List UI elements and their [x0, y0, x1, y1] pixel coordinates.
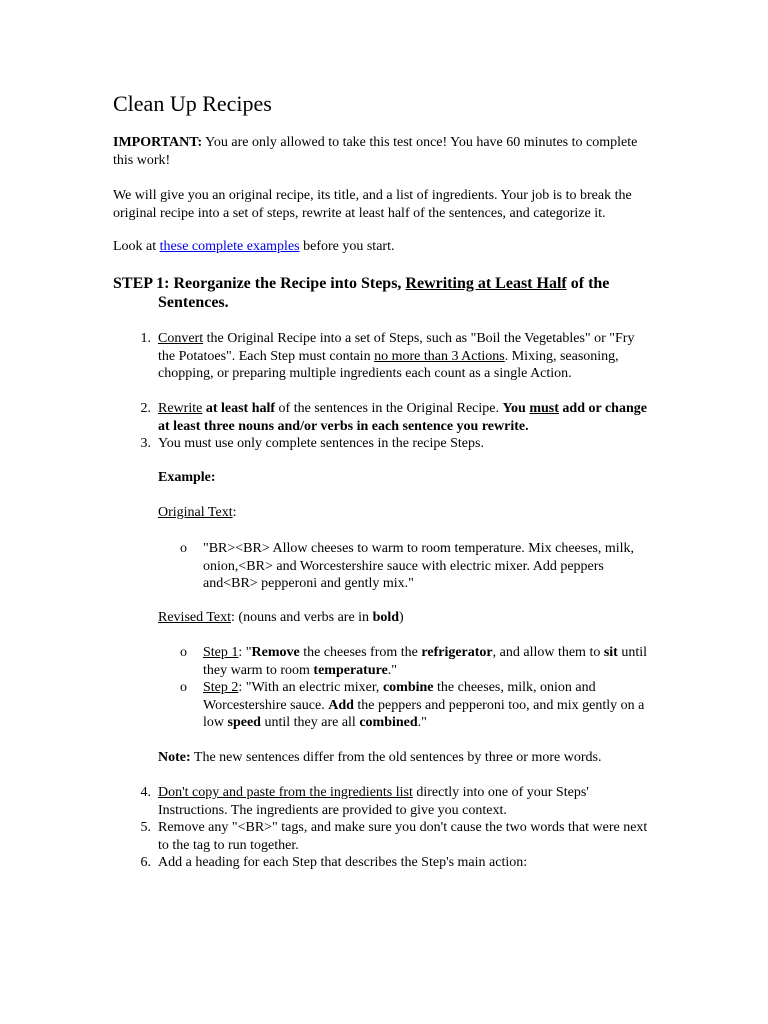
s1-text-b: the cheeses from the	[299, 645, 422, 660]
original-colon: :	[232, 505, 237, 520]
revised-bold-word: bold	[372, 610, 400, 625]
original-text-label	[158, 504, 653, 522]
s1-bold-remove: Remove	[251, 645, 300, 660]
page-title: Clean Up Recipes	[113, 91, 272, 116]
list-item-rewrite	[158, 400, 653, 435]
important-paragraph	[113, 134, 643, 169]
step1-heading-part-a: STEP 1: Reorganize the Recipe into Steps,	[113, 275, 406, 292]
s1-text-a: : "	[238, 645, 252, 660]
list-item-remove-br: Remove any "<BR>" tags, and make sure you don't cause the two words that were next to the tag to run together.	[158, 820, 648, 853]
examples-link[interactable]: these complete examples	[159, 239, 300, 254]
revised-text-word: Revised Text	[158, 610, 232, 625]
s2-text-b: the cheeses, milk, onion and Worcestershire sauce.	[203, 680, 596, 713]
s1-bold-temperature: temperature	[313, 662, 388, 678]
s2-bold-combined: combined	[359, 715, 418, 730]
note-label: Note:	[158, 750, 191, 765]
item2-bold-a: You	[502, 401, 530, 416]
list-number: 3.	[140, 436, 151, 451]
revised-step-1	[203, 644, 653, 679]
step1-heading-underlined: Rewriting at Least Half	[405, 275, 567, 292]
item1-text-a: the Original Recipe into a set of Steps, such as "Boil the Vegetables" or "Fry the Potatoes". Each Step must contain	[158, 331, 635, 364]
s2-text-e: ."	[417, 715, 427, 730]
s2-bold-add: Add	[328, 697, 354, 713]
item1-text-b: . Mixing, seasoning, chopping, or preparing multiple ingredients each count as a single Action.	[158, 348, 619, 381]
s1-bold-refrigerator: refrigerator	[421, 645, 493, 660]
look-prefix: Look at	[113, 239, 160, 254]
step1-heading-part-c: Sentences.	[158, 294, 229, 311]
list-item-dont-copy	[158, 784, 653, 819]
list-number: 5.	[140, 820, 151, 835]
list-number: 1.	[140, 331, 151, 346]
step1-heading	[113, 274, 673, 312]
important-text: You are only allowed to take this test once! You have 60 minutes to complete this work!	[113, 135, 638, 168]
bullet-marker: o	[180, 680, 187, 695]
examples-paragraph	[113, 238, 643, 256]
s2-text-c: the peppers and pepperoni too, and mix gently on a low	[203, 697, 645, 730]
intro-paragraph: We will give you an original recipe, its title, and a list of ingredients. Your job is to break the original recipe into a set of steps, rewrite at least half of the sentences, and categorize it.	[113, 188, 632, 221]
at-least-half: at least half	[202, 401, 276, 416]
list-number: 6.	[140, 855, 151, 870]
bullet-marker: o	[180, 541, 187, 556]
s1-text-d: until they warm to room	[203, 645, 648, 678]
original-text-word: Original Text	[158, 505, 233, 520]
note-text: The new sentences differ from the old sentences by three or more words.	[190, 750, 602, 765]
example-label: Example:	[158, 470, 216, 485]
s1-text-e: ."	[387, 662, 398, 678]
list-item-complete-sentences: You must use only complete sentences in the recipe Steps.	[158, 436, 484, 451]
item2-bold-b: add or change at least three nouns and/or verbs in each sentence you rewrite.	[158, 401, 647, 434]
revised-text-b: )	[399, 610, 404, 625]
list-number: 4.	[140, 785, 151, 800]
dont-copy-phrase: Don't copy and paste from the ingredients list	[158, 785, 413, 800]
revised-text-a: : (nouns and verbs are in	[231, 610, 373, 625]
no-more-than-3-actions: no more than 3 Actions	[374, 348, 505, 364]
item4-text: directly into one of your Steps' Instructions. The ingredients are provided to give you context.	[158, 785, 589, 818]
s2-bold-speed: speed	[227, 715, 261, 730]
list-item-convert	[158, 330, 653, 383]
revised-step-2	[203, 679, 653, 732]
item2-text-a: of the sentences in the Original Recipe.	[275, 401, 503, 416]
s1-text-c: , and allow them to	[492, 645, 604, 660]
list-number: 2.	[140, 401, 151, 416]
list-item-add-heading: Add a heading for each Step that describes the Step's main action:	[158, 855, 528, 870]
note-paragraph	[158, 749, 653, 767]
must-word: must	[529, 401, 559, 416]
step1-label: Step 1	[203, 645, 239, 660]
s2-bold-combine: combine	[382, 680, 434, 695]
important-label: IMPORTANT:	[113, 135, 203, 150]
step2-label: Step 2	[203, 680, 239, 695]
convert-word: Convert	[158, 331, 204, 346]
s1-bold-sit: sit	[603, 645, 618, 660]
step1-heading-part-b: of the	[566, 275, 610, 292]
original-text-content: "BR><BR> Allow cheeses to warm to room temperature. Mix cheeses, milk, onion,<BR> and Worcestershire sauce with electric mixer. Add peppers and<BR> pepperoni and gently mix."	[203, 541, 635, 591]
revised-text-label	[158, 609, 653, 627]
bullet-marker: o	[180, 645, 187, 660]
s2-text-d: until they are all	[260, 715, 360, 730]
s2-text-a: : "With an electric mixer,	[238, 680, 383, 695]
rewrite-word: Rewrite	[158, 401, 203, 416]
look-suffix: before you start.	[299, 239, 395, 254]
